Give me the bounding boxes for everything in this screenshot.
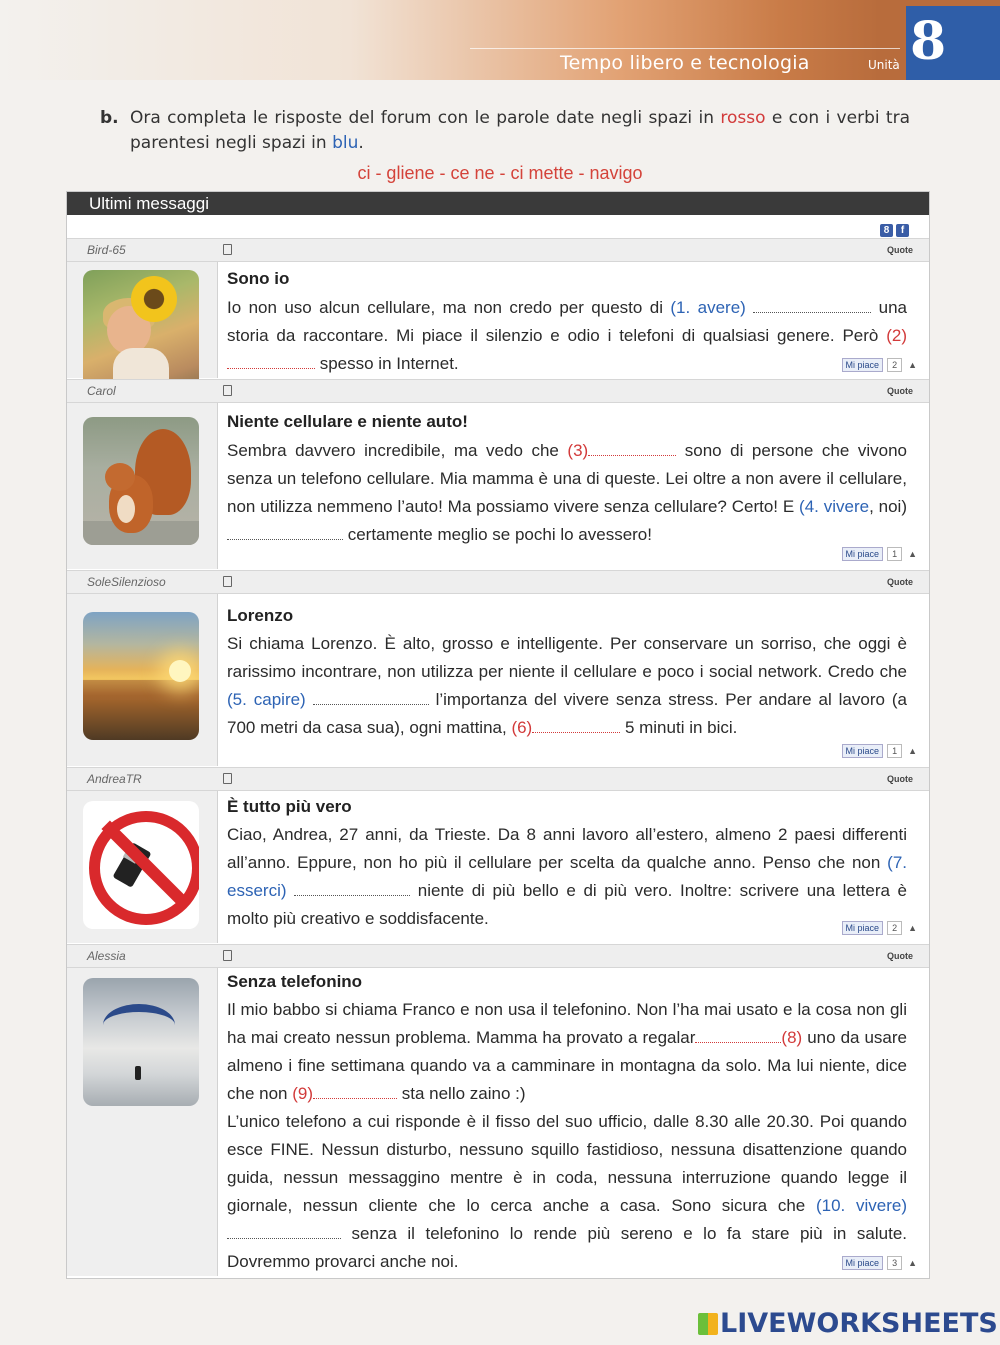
post-title: Niente cellulare e niente auto! — [227, 412, 468, 431]
gap-number: (9) — [292, 1084, 314, 1103]
caret-up-icon[interactable]: ▲ — [908, 549, 917, 559]
caret-up-icon[interactable]: ▲ — [908, 1258, 917, 1268]
post-body — [227, 821, 907, 933]
answer-gap-10[interactable] — [227, 1222, 341, 1239]
post-meta-bar — [67, 944, 929, 968]
like-button[interactable]: Mi piace — [842, 358, 884, 372]
answer-gap-3[interactable] — [588, 439, 676, 456]
instruction-part: . — [358, 133, 364, 153]
quote-button[interactable]: Quote — [887, 951, 913, 961]
word-bank: ci - gliene - ce ne - ci mette - navigo — [357, 163, 643, 183]
caret-up-icon[interactable]: ▲ — [908, 360, 917, 370]
post-text: niente di più bello e di più vero. Inoltre: scrivere una lettera è molto più creativo e soddisfacente. — [227, 881, 907, 928]
caret-up-icon[interactable]: ▲ — [908, 923, 917, 933]
like-button[interactable]: Mi piace — [842, 744, 884, 758]
post-author: AndreaTR — [87, 772, 142, 786]
exercise-instructions — [100, 106, 910, 156]
post-body — [227, 437, 907, 549]
like-count: 2 — [887, 358, 902, 372]
unit-banner — [0, 0, 1000, 80]
post-text: sta nello zaino :) — [397, 1084, 526, 1103]
forum-header — [67, 192, 929, 215]
document-icon — [223, 773, 232, 784]
gap-number: (8) — [781, 1028, 803, 1047]
banner-divider — [470, 48, 900, 49]
verb-hint: (1. avere) — [670, 298, 746, 317]
post-text: Io non uso alcun cellulare, ma non credo per questo di — [227, 298, 671, 317]
liveworksheets-logo — [698, 1308, 998, 1339]
like-button[interactable]: Mi piace — [842, 1256, 884, 1270]
answer-gap-4[interactable] — [227, 523, 343, 540]
red-keyword: rosso — [720, 108, 766, 128]
post-text: 5 minuti in bici. — [620, 718, 738, 737]
watermark-text: LIVEWORKSHEETS — [720, 1308, 998, 1339]
post-text: Ciao, Andrea, 27 anni, da Trieste. Da 8 anni lavoro all’estero, almeno 2 paesi differenti all’anno. Eppure, non ho più il cellulare per scelta da qualche anno. Penso che non — [227, 825, 907, 872]
column-divider — [217, 379, 218, 569]
instruction-part: Ora completa le risposte del forum con le parole date negli spazi in — [130, 108, 721, 128]
document-icon — [223, 576, 232, 587]
post-meta-bar — [67, 238, 929, 262]
post-text: L’unico telefono a cui risponde è il fisso del suo ufficio, dalle 8.30 alle 20.30. Poi quando esce FINE. Nessun disturbo, nessuno squillo fastidioso, nessuna disattenzione quando guida, nessun messaggino mentre è in coda, nessuna interruzione quando legge il giornale, nessun cliente che lo cerca anche a casa. Sono sicura che — [227, 1112, 907, 1215]
avatar-paraglider — [83, 978, 199, 1106]
post-text: uno da usare almeno i fine settimana quando va a camminare in montagna da solo. Ma lui niente, dice che non — [227, 1028, 908, 1103]
post-title: È tutto più vero — [227, 797, 352, 816]
document-icon — [223, 950, 232, 961]
like-button[interactable]: Mi piace — [842, 921, 884, 935]
post-author: Bird-65 — [87, 243, 126, 257]
like-count: 1 — [887, 547, 902, 561]
gap-number: (6) — [511, 718, 533, 737]
post-author: Carol — [87, 384, 116, 398]
post-title: Senza telefonino — [227, 972, 363, 991]
forum-panel — [66, 191, 930, 1279]
document-icon — [223, 244, 232, 255]
post-text: una storia da raccontare. Mi piace il silenzio e odio i telefoni di qualsiasi genere. Però — [227, 298, 907, 345]
answer-gap-5[interactable] — [313, 688, 429, 705]
avatar-squirrel — [83, 417, 199, 545]
answer-gap-2[interactable] — [227, 352, 315, 369]
column-divider — [217, 570, 218, 766]
like-widget[interactable] — [842, 744, 917, 758]
facebook-icon[interactable]: f — [896, 224, 909, 237]
instruction-text — [130, 106, 910, 156]
post-body — [227, 996, 907, 1276]
answer-gap-7[interactable] — [294, 879, 410, 896]
verb-hint: (4. vivere — [799, 497, 870, 516]
exercise-letter: b. — [100, 108, 119, 128]
post-text: Sembra davvero incredibile, ma vedo che — [227, 441, 568, 460]
quote-button[interactable]: Quote — [887, 245, 913, 255]
post-meta-bar — [67, 379, 929, 403]
answer-gap-6[interactable] — [532, 716, 620, 733]
quote-button[interactable]: Quote — [887, 577, 913, 587]
column-divider — [217, 944, 218, 1276]
post-body — [227, 294, 907, 378]
forum-post — [67, 767, 929, 943]
unit-number: 8 — [910, 11, 947, 72]
quote-button[interactable]: Quote — [887, 774, 913, 784]
blue-keyword: blu — [332, 133, 359, 153]
instruction-part: e con i verbi tra parentesi negli spazi in — [130, 108, 910, 153]
answer-gap-9[interactable] — [313, 1082, 397, 1099]
post-meta-bar — [67, 767, 929, 791]
like-count: 2 — [887, 921, 902, 935]
verb-hint: (5. capire) — [227, 690, 306, 709]
post-meta-bar — [67, 570, 929, 594]
post-title: Lorenzo — [227, 606, 294, 625]
forum-post — [67, 238, 929, 378]
like-widget[interactable] — [842, 358, 917, 372]
answer-gap-1[interactable] — [753, 296, 871, 313]
gap-number: (3) — [567, 441, 589, 460]
quote-button[interactable]: Quote — [887, 386, 913, 396]
post-text: senza il telefonino lo rende più sereno e lo fa stare più in salute. Dovremmo provarci anche noi. — [227, 1224, 907, 1271]
post-title: Sono io — [227, 269, 290, 288]
post-body — [227, 630, 907, 742]
verb-hint: (10. vivere) — [815, 1196, 907, 1215]
post-text: Il mio babbo si chiama Franco e non usa il telefonino. Non l’ha mai usato e la cosa non gli ha mai creato nessun problema. Mamma ha provato a regalar — [227, 1000, 907, 1047]
post-author: SoleSilenzioso — [87, 575, 166, 589]
post-text: l’importanza del vivere senza stress. Per andare al lavoro (a 700 metri da casa sua), ogni mattina, — [227, 690, 907, 737]
answer-gap-8[interactable] — [695, 1026, 781, 1043]
forum-post — [67, 570, 929, 766]
like-count: 3 — [887, 1256, 902, 1270]
post-text: Si chiama Lorenzo. È alto, grosso e intelligente. Per conservare un sorriso, che oggi è rarissimo incontrare, non utilizza per niente il cellulare e poco i social network. Credo che — [227, 634, 907, 681]
avatar-sunset — [83, 612, 199, 740]
share-icons — [877, 220, 909, 238]
like-widget[interactable] — [842, 1256, 917, 1270]
liveworksheets-icon — [698, 1313, 718, 1335]
gap-number: (2) — [886, 326, 907, 345]
share-icon[interactable]: 8 — [880, 224, 893, 237]
unit-title: Tempo libero e tecnologia — [560, 52, 810, 74]
like-widget[interactable] — [842, 547, 917, 561]
no-phone-sign-icon — [83, 801, 199, 929]
caret-up-icon[interactable]: ▲ — [908, 746, 917, 756]
document-icon — [223, 385, 232, 396]
like-widget[interactable] — [842, 921, 917, 935]
unit-label: Unità — [868, 58, 900, 72]
forum-title: Ultimi messaggi — [89, 194, 209, 213]
like-button[interactable]: Mi piace — [842, 547, 884, 561]
verb-hint: (7. esserci) — [227, 853, 907, 900]
like-count: 1 — [887, 744, 902, 758]
post-text: , noi) — [869, 497, 907, 516]
column-divider — [217, 767, 218, 943]
forum-post — [67, 944, 929, 1276]
forum-post — [67, 379, 929, 569]
post-text: sono di persone che vivono senza un telefono cellulare. Mia mamma è una di queste. Lei oltre a non avere il cellulare, non utilizza nemmeno l’auto! Ma possiamo vivere senza cellulare? Certo! E — [227, 441, 907, 516]
post-text: certamente meglio se pochi lo avessero! — [343, 525, 652, 544]
post-author: Alessia — [87, 949, 126, 963]
post-text: spesso in Internet. — [315, 354, 459, 373]
